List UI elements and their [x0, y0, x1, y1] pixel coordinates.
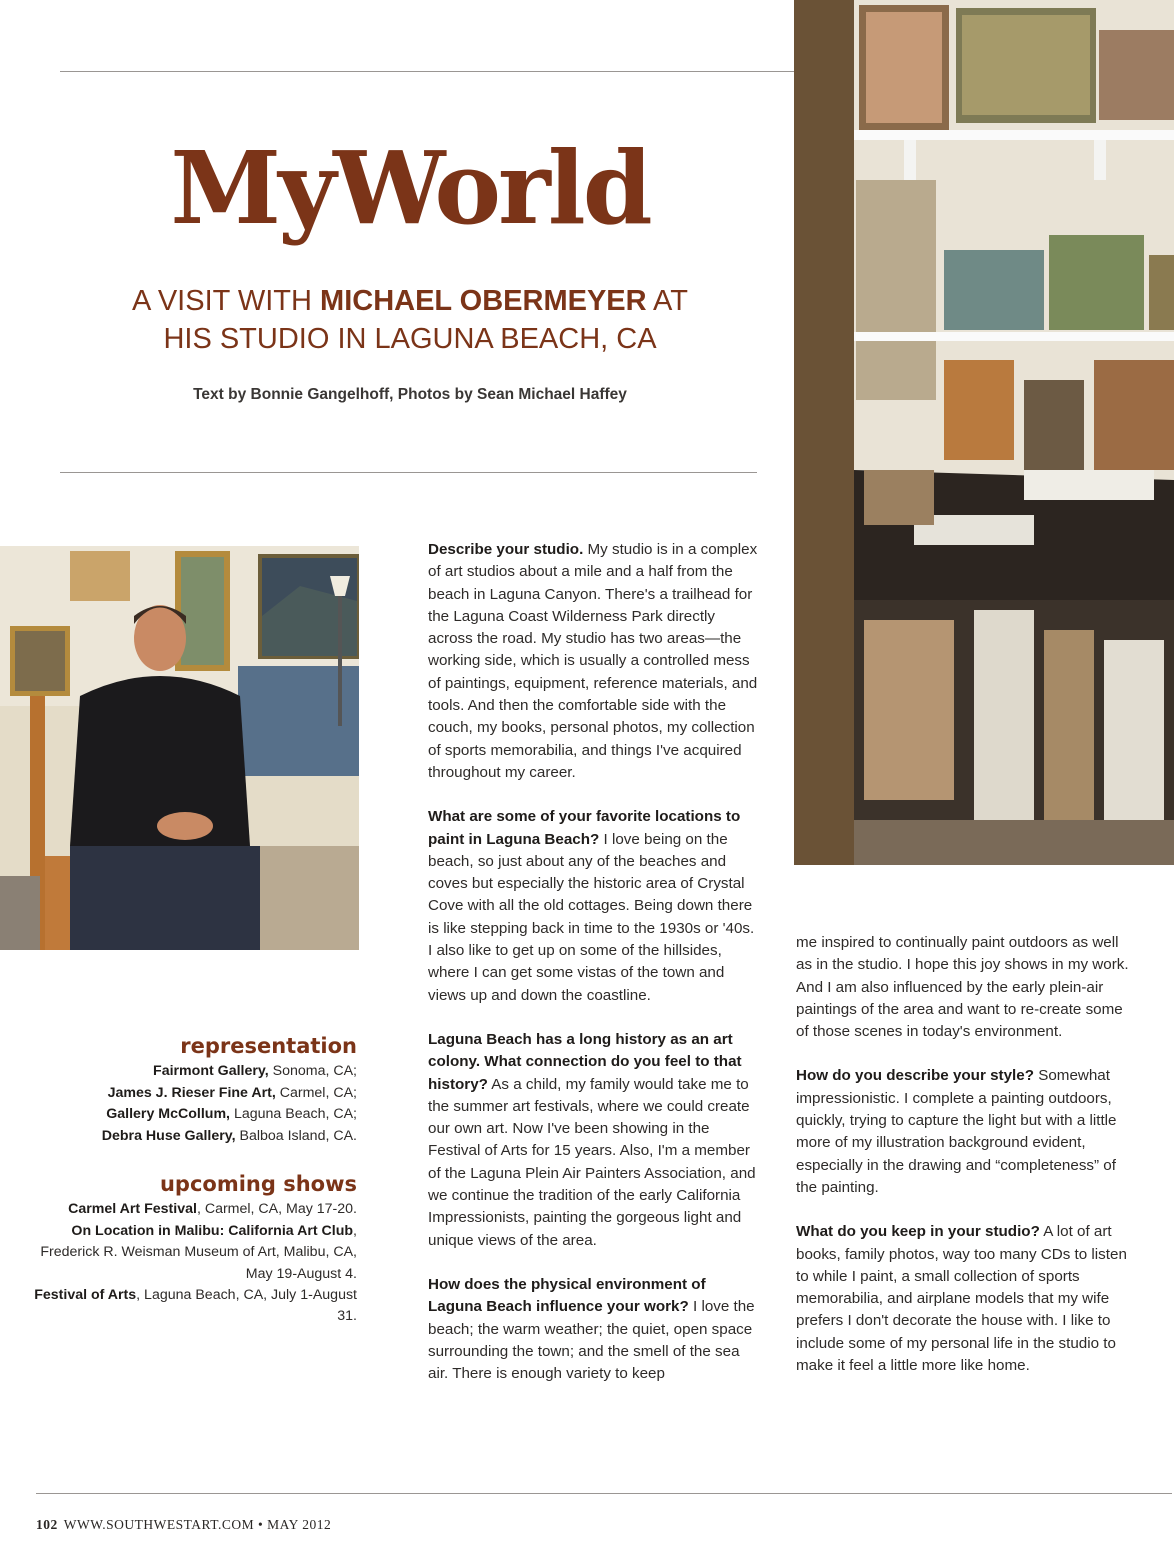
gallery-location: Balboa Island, CA.: [235, 1127, 357, 1144]
answer-text: My studio is in a complex of art studios about a mile and a half from the beach in Laguna Canyon. There's a trailhead for the Laguna Coast Wilderness Park directly across the road. My studio has two areas—the working side, which is usually a controlled mess of paintings, equipment, reference materials, and tools. And then the comfortable side with the couch, my books, personal photos, my collection of sports memorabilia, and things I've acquired throughout my career.: [428, 541, 758, 781]
gallery-location: Laguna Beach, CA;: [230, 1106, 357, 1123]
footer-rule: [36, 1493, 1172, 1494]
gallery-line: [30, 1104, 357, 1125]
subtitle-artist-name: MICHAEL OBERMEYER: [320, 285, 647, 317]
subtitle-mid: AT: [646, 285, 688, 317]
article-paragraph: [428, 1029, 758, 1252]
upcoming-shows-section: [30, 1174, 357, 1328]
article-paragraph: [428, 1274, 758, 1385]
gallery-line: [30, 1083, 357, 1104]
footer-text: WWW.SOUTHWESTART.COM • MAY 2012: [63, 1517, 332, 1532]
article-paragraph: [428, 539, 758, 784]
show-entry: [30, 1221, 357, 1285]
header-bottom-rule: [60, 472, 757, 473]
gallery-line: [30, 1061, 357, 1082]
answer-text: As a child, my family would take me to the summer art festivals, where we could create our own art. Now I've been showing in the Festival of Arts for 15 years. Also, I'm a member of the Laguna Plein Air Painters Association, and we continue the tradition of the early California Impressionists, painting the gorgeous light and unique views of the area.: [428, 1075, 756, 1249]
show-details: , Laguna Beach, CA, July 1-August 31.: [136, 1287, 357, 1325]
gallery-name: Fairmont Gallery,: [153, 1063, 269, 1080]
page-title: MyWorld: [170, 129, 650, 247]
gallery-name: Gallery McCollum,: [106, 1106, 230, 1123]
question-lead: Laguna Beach has a long history as an art colony. What connection do you feel to that history?: [428, 1030, 742, 1093]
article-column-2: [796, 932, 1131, 1399]
article-paragraph: [796, 1065, 1131, 1199]
question-lead: What are some of your favorite locations to paint in Laguna Beach?: [428, 808, 741, 848]
page-footer: [36, 1517, 331, 1533]
gallery-line: [30, 1126, 357, 1147]
page-number: 102: [36, 1517, 58, 1532]
subtitle-prefix: A VISIT WITH: [132, 285, 321, 317]
question-lead: How does the physical environment of Laguna Beach influence your work?: [428, 1275, 706, 1316]
top-rule: [60, 71, 794, 72]
answer-text: I love the beach; the warm weather; the quiet, open space surrounding the town; and the smell of the sea air. There is enough variety to keep: [428, 1298, 755, 1383]
gallery-name: Debra Huse Gallery,: [101, 1127, 236, 1144]
answer-text: I love being on the beach, so just about any of the beaches and coves but especially the historic area of Crystal Cove with all the old cottages. Being down there is like stepping back in time to the 1930s or '40s. I also like to get up on some of the hillsides, where I can get some vistas of the town and views up and down the coastline.: [428, 830, 755, 1004]
question-lead: Describe your studio.: [428, 541, 584, 558]
article-paragraph-continued: me inspired to continually paint outdoors as well as in the studio. I hope this joy shows in my work. And I am also influenced by the early plein-air paintings of the area and want to re-create some of those scenes in today's environment.: [796, 934, 1129, 1041]
gallery-location: Sonoma, CA;: [268, 1063, 357, 1080]
answer-text: A lot of art books, family photos, way too many CDs to listen to while I paint, a small collection of sports memorabilia, and airplane models that my wife prefers I don't decorate the house with. I like to include some of my personal life in the studio to make it feel a little more like home.: [796, 1223, 1127, 1375]
answer-text: Somewhat impressionistic. I complete a painting outdoors, quickly, trying to capture the light but with a little more of my illustration background evident, especially in the drawing and “completeness” of the painting.: [796, 1067, 1117, 1196]
show-name: On Location in Malibu: California Art Club: [71, 1222, 354, 1239]
page-subtitle: [60, 282, 760, 358]
subtitle-line2: HIS STUDIO IN LAGUNA BEACH, CA: [163, 323, 657, 355]
show-entry: [30, 1285, 357, 1328]
artist-portrait-photo: [0, 546, 359, 950]
show-name: Festival of Arts: [34, 1287, 137, 1304]
article-column-1: [428, 539, 758, 1407]
question-lead: What do you keep in your studio?: [796, 1223, 1040, 1241]
studio-shelves-photo: [794, 0, 1174, 865]
upcoming-shows-heading: upcoming shows: [159, 1172, 357, 1196]
article-paragraph: [428, 806, 758, 1007]
gallery-location: Carmel, CA;: [275, 1084, 357, 1101]
question-lead: How do you describe your style?: [796, 1067, 1034, 1085]
show-name: Carmel Art Festival: [68, 1201, 197, 1218]
show-details: , Frederick R. Weisman Museum of Art, Malibu, CA, May 19-August 4.: [40, 1222, 357, 1282]
article-paragraph: [796, 1221, 1131, 1377]
gallery-name: James J. Rieser Fine Art,: [107, 1084, 276, 1101]
representation-section: [30, 1036, 357, 1147]
show-entry: [30, 1199, 357, 1220]
representation-heading: representation: [180, 1034, 357, 1058]
byline: Text by Bonnie Gangelhoff, Photos by Sean Michael Haffey: [193, 386, 627, 403]
show-details: , Carmel, CA, May 17-20.: [196, 1201, 357, 1218]
